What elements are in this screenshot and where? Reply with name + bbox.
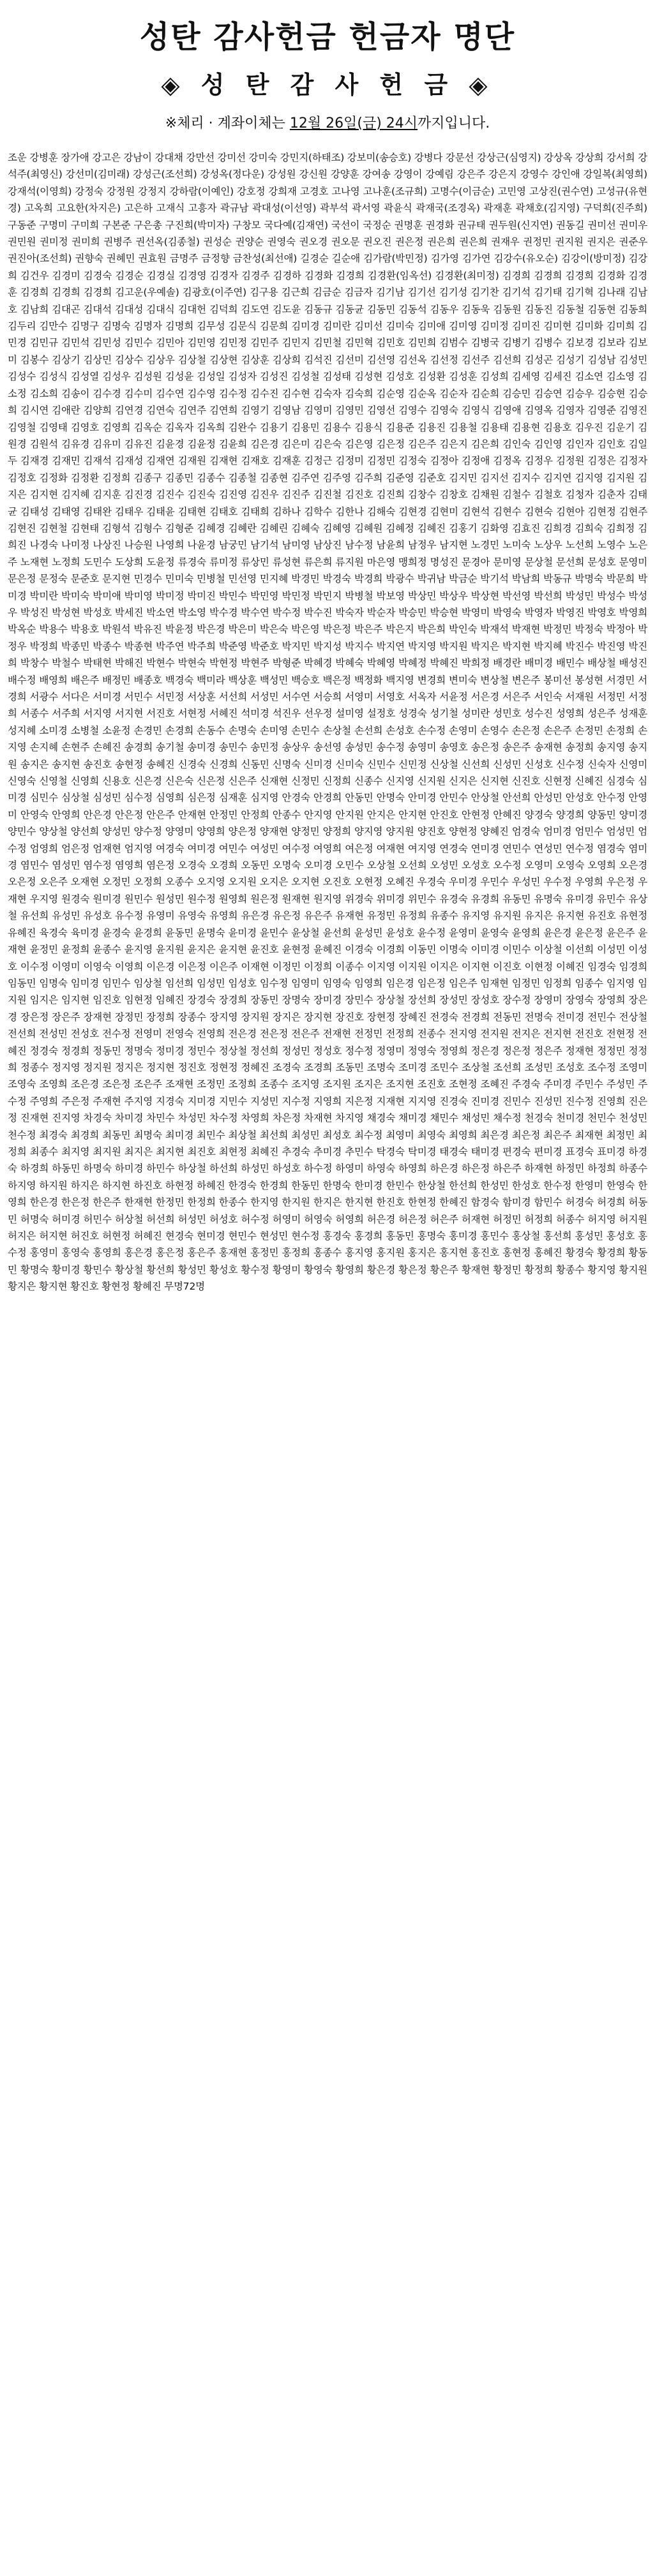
section-heading: ◈ 성 탄 감 사 헌 금 ◈ [161, 71, 494, 99]
donor-names-list [8, 149, 647, 1295]
donor-names-block: 배경란 배미경 배민수 배상철 배성진 배수정 배영희 배은주 배정민 배종호 백경숙 백미라 백상훈 백성민 백승호 백은정 백정화 백지영 변경희 변미숙 변상철 변은주 봉미선 봉성현 서경민 서경희 서광수 서다은 서미경 서민수 서민정 서상훈 서선희 서성민 서수연 서승희 서영미 서영호 서옥자 서윤정 서은경 서은주 서인숙 서재원 서정민 서정희 서종수 서주희 서지영 서지현 서진호 서현정 서혜진 석미경 석진우 선우정 설미영 설정호 성경숙 성기철 성미란 성민호 성수진 성영희 성은주 성재훈 성지혜 소미경 소병철 소윤정 손경민 손경희 손동수 손명숙 손미영 손민수 손상철 손선희 손성호 손수정 손영미 손영수 손은정 손은주 손정민 손정희 손지영 손지혜 손현주 손혜진 송경희 송기철 송미경 송민수 송민정 송상우 송선영 송성민 송수정 송영미 송영호 송은정 송은주 송재현 송정희 송지영 송지원 송지은 송지현 송진호 송현정 송혜진 신경숙 신경희 신동민 신명숙 신미경 신미숙 신민수 신민정 신상철 신선희 신성민 신성호 신수정 신숙자 신영미 신영숙 신영철 신영희 신용호 신은경 신은숙 신은정 신은주 신재현 신정민 신정희 신종수 신지영 신지원 신지은 신지현 신진호 신현정 신혜진 심경숙 심미경 심민수 심상철 심성민 심수정 심영희 심은정 심재훈 심지영 [8, 657, 647, 804]
donor-names-block: 이경숙 이경희 이동민 이명숙 이미경 이민수 이상철 이선희 이성민 이성호 이수정 이영미 이영숙 이영희 이은경 이은정 이은주 이재현 이정민 이정희 이종수 이지영 이지원 이지은 이지현 이진호 이현정 이혜진 임경숙 임경희 임동민 임명숙 임미경 임민수 임상철 임선희 임성민 임성호 임수정 임영미 임영숙 임영희 임은경 임은정 임은주 임재현 임정민 임정희 임종수 임지영 임지원 임지은 임지현 임진호 임현정 임혜진 장경숙 장경희 장동민 장명숙 장미경 장민수 장상철 장선희 장성민 장성호 장수정 장영미 장영숙 장영희 장은경 장은정 장은주 장재현 장정민 장정희 장종수 장지영 장지원 장지은 장지현 장진호 장현정 장혜진 전경숙 전경희 전동민 전명숙 전미경 전민수 전상철 전선희 전성민 전성호 전수정 전영미 전영숙 전영희 전은경 전은정 전은주 전재현 전정민 전정희 전종수 전지영 전지원 전지은 전지현 전진호 전현정 전혜진 정경숙 정경희 정동민 정명숙 정미경 정민수 정상철 정선희 정성민 정성호 정수정 정영미 정영숙 정영희 정은경 정은정 정은주 정재현 정정민 정정희 정종수 정지영 정지원 정지은 정지현 정진호 정현정 정혜진 [8, 944, 647, 1073]
donor-names-block: 안경숙 안경희 안동민 안명숙 안미경 안민수 안상철 안선희 안성민 안성호 안수정 안영미 안영숙 안영희 안은경 안은정 안은주 안재현 안정민 안정희 안종수 안지영 안지원 안지은 안지현 안진호 안현정 안혜진 양경숙 양경희 양동민 양미경 양민수 양상철 양선희 양성민 양수정 양영미 양영희 양은정 양재현 양정민 양정희 양지영 양지원 양진호 양현정 양혜진 엄경숙 엄미경 엄민수 엄성민 엄수정 엄영희 엄은정 엄재현 엄지영 여경숙 여미경 여민수 여성민 여수정 여영희 여은정 여재현 여지영 연경숙 연미경 연민수 연성민 연수정 염경숙 염미경 염민수 염성민 염수정 염영희 염은정 오경숙 오경희 오동민 오명숙 오미경 오민수 오상철 오선희 오성민 오성호 오수정 오영미 오영숙 오영희 오은경 오은정 오은주 오재현 오정민 오정희 오종수 오지영 오지원 오지은 오지현 오진호 오현정 오혜진 우경숙 우미경 우민수 우성민 우수정 우영희 우은정 우재현 우지영 원경숙 원미경 원민수 원성민 원수정 원영희 원은정 원재현 원지영 위경숙 위미경 위민수 유경숙 유경희 유동민 유명숙 유미경 유민수 유상철 유선희 유성민 유성호 유수정 유영미 유영숙 유영희 유은경 유은정 유은주 유재현 유정민 유정희 유종수 유지영 유지원 유지은 유지현 유진호 유현정 유혜진 육경숙 육미경 윤경숙 윤경희 윤동민 윤명숙 윤미경 윤민수 윤상철 윤선희 윤성민 윤성호 윤수정 윤영미 윤영숙 윤영희 윤은경 윤은정 윤은주 윤재현 윤정민 윤정희 윤종수 윤지영 윤지원 윤지은 윤지현 윤진호 윤현정 윤혜진 [8, 792, 647, 956]
donor-names-block: 조경숙 조경희 조동민 조명숙 조미경 조민수 조상철 조선희 조성민 조성호 조수정 조영미 조영숙 조영희 조은경 조은정 조은주 조재현 조정민 조정희 조종수 조지영 조지원 조지은 조지현 조진호 조현정 조혜진 주경숙 주미경 주민수 주성민 주수정 주영희 주은정 주재현 주지영 지경숙 지미경 지민수 지성민 지수정 지영희 지은정 지재현 지지영 진경숙 진미경 진민수 진성민 진수정 진영희 진은정 진재현 진지영 차경숙 차미경 차민수 차성민 차수정 차영희 차은정 차재현 차지영 채경숙 채미경 채민수 채성민 채수정 천경숙 천미경 천민수 천성민 천수정 최경숙 최경희 최동민 최명숙 최미경 최민수 최상철 최선희 최성민 최성호 최수정 최영미 최영숙 최영희 최은경 최은정 최은주 최재현 최정민 최정희 최종수 최지영 최지원 최지은 최지현 최진호 최현정 최혜진 추경숙 추미경 추민수 탁경숙 탁미경 태경숙 태미경 편경숙 편미경 표경숙 표미경 하경숙 하경희 하동민 하명숙 하미경 하민수 하상철 하선희 하성민 하성호 하수정 하영미 하영숙 하영희 하은경 하은정 하은주 하재현 하정민 하정희 하종수 하지영 하지원 하지은 하지현 하진호 하현정 하혜진 한경숙 한경희 한동민 한명숙 한미경 한민수 한상철 한선희 한성민 한성호 한수정 한영미 한영숙 한영희 한은경 한은정 한은주 한재현 한정민 한정희 한종수 한지영 한지원 한지은 한지현 한진호 한현정 한혜진 [8, 1061, 648, 1209]
donor-names-block: 김경환(임옥선) 김경환(최미정) 김경희 김경희 김경희 김경화 김경훈 김경희 김경희 김경희 김고운(우예솔) 김광호(이주연) 김구용 김근희 김금순 김금자 김기남 김기선 김기성 김기찬 김기석 김기태 김기혁 김나래 김남호 김남희 김대곤 김대석 김대성 김대식 김대헌 김덕희 김도연 김도윤 김동규 김동균 김동민 김동석 김동우 김동욱 김동원 김동진 김동철 김동현 김동희 김두리 김만수 김명구 김명숙 김명자 김명희 김무성 김문식 김문희 김미경 김미란 김미선 김미숙 김미애 김미영 김미정 김미진 김미현 김미화 김미희 김민경 김민규 김민석 김민성 김민수 김민아 김민영 김민정 김민주 김민지 김민철 김민혁 김민호 김민희 김범수 김병국 김병기 김병수 김보경 김보라 김보미 김봉수 김상기 김상민 김상수 김상우 김상철 김상현 김상훈 김상희 김석진 김선미 김선영 김선옥 김선정 김선주 김선희 김성곤 김성기 김성남 김성민 김성수 김성식 김성열 김성우 김성원 김성윤 김성일 김성자 김성진 김성철 김성태 김성현 김성호 김성환 김성훈 김성희 김세영 김세진 김소연 김소영 김소정 김소희 김송이 김수경 김수미 김수연 김수영 김수정 김수진 김수현 김숙자 김숙희 김순영 김순옥 김순자 김순희 김승민 김승연 김승우 김승현 김승희 김시연 김애란 김양희 김연경 김연숙 김연주 김연희 김영기 김영남 김영미 김영민 김영선 김영수 김영숙 김영식 김영애 김영옥 김영자 김영준 김영진 김영철 김영태 김영호 김영희 김옥순 김옥자 김옥희 김완수 김용기 김용민 김용수 김용식 김용준 김용진 김용철 김용태 김용현 김용호 김우진 김운기 김원경 김원석 김유경 김유미 김유진 김윤경 김윤정 김윤희 김은경 김은미 김은숙 김은영 김은정 김은주 김은지 김은희 김인숙 김인영 김인자 김인호 김일두 김재경 김재민 김재석 김재성 김재연 김재원 김재현 김재호 김재훈 김정근 김정미 김정민 김정숙 김정아 김정애 김정옥 김정우 김정원 김정은 김정자 김정호 김정화 김정환 김정희 김종구 김종민 김종수 김종철 김종현 김주연 김주영 김주희 김준영 김준호 김지민 김지선 김지수 김지연 김지영 김지원 김지은 김지현 김지혜 김지훈 김진경 김진수 김진숙 김진영 김진우 김진주 김진철 김진호 김진희 김창수 김창호 김채원 김철수 김철호 김청자 김춘자 김태균 김태성 김태영 김태완 김태우 김태윤 김태현 김태호 김태희 김하나 김학수 김한나 김해숙 김현경 김현미 김현석 김현수 김현숙 김현아 김현정 김현주 김현진 김현철 김현태 김형석 김형수 김형준 김혜경 김혜란 김혜린 김혜숙 김혜영 김혜원 김혜정 김혜진 김홍기 김화영 김효진 김희경 김희숙 김희정 김희진 [8, 269, 647, 551]
deadline-note-suffix: 까지입니다. [418, 115, 490, 131]
page-title: 성탄 감사헌금 헌금자 명단 [139, 19, 516, 55]
deadline-note [8, 114, 647, 134]
deadline-date: 12월 26일(금) 24시 [289, 115, 418, 131]
donor-names-block: 나경숙 나미정 나상진 나승원 나영희 나윤경 남궁민 남기석 남미영 남상진 남수정 남윤희 남정우 남지현 노경민 노미숙 노상우 노선희 노영수 노은주 노재현 노정희 도민수 도상희 도윤정 류경숙 류미정 류상민 류성현 류은희 류지원 마은영 맹희정 명성진 문경아 문미영 문상철 문선희 문성호 문영미 문은정 문정숙 문준호 문지현 민경수 민미숙 민병철 민선영 민지혜 박경민 박경숙 박경희 박광수 박귀남 박금순 박기석 박남희 박동규 박명숙 박문희 박미경 박미란 박미숙 박미애 박미영 박미정 박미진 박민수 박민영 박민정 박민지 박병철 박보영 박상민 박상우 박상현 박선영 박선희 박성민 박성수 박성우 박성진 박성현 박성호 박세진 박소연 박소영 박수경 박수연 박수정 박수진 박숙자 박순자 박승민 박승현 박영미 박영숙 박영자 박영진 박영호 박영희 박옥순 박용수 박용호 박원석 박유진 박윤정 박은경 박은미 박은숙 박은영 박은정 박은주 박은지 박은희 박인숙 박재석 박재현 박정민 박정숙 박정아 박정우 박정희 박종민 박종수 박종현 박주연 박주희 박준영 박준호 박지민 박지성 박지수 박지연 박지영 박지원 박지은 박지현 박지혜 박진수 박진영 박진희 박창수 박철수 박태현 박해진 박현수 박현숙 박현정 박현주 박형준 박혜경 박혜숙 박혜영 박혜정 박혜진 박희정 [8, 539, 647, 669]
deadline-note-prefix: ※체리 · 계좌이체는 [165, 115, 290, 131]
donor-names-block: 조운 강병훈 장가애 강고은 강남이 강대채 강만선 강미선 강미숙 강민지(하태조) 강보미(송승호) 강병다 강문선 강상근(심영지) 강상옥 강상희 강서희 강석주(최영신) 강선미(김미래) 강성근(조선희) 강성옥(정다운) 강성원 강신원 강양훈 강여송 강영이 강예림 강은주 강은지 강영수 강인애 강일복(최영희) 강재석(이영희) 강정숙 강정원 강정지 강하람(이예인) 강호정 강희재 고경호 고나영 고나훈(조규희) 고명수(이금순) 고민영 고상진(권수연) 고성규(유현경) 고옥희 고요한(차지은) 고은하 고재식 고흥자 곽규남 곽대성(이선영) 곽부석 곽서영 곽윤식 곽재국(조경옥) 곽재훈 곽채호(김지영) 구덕희(진주희) 구동준 구명미 구미희 구본준 구은총 구진희(박미자) 구창모 국다예(김재연) 국선이 국정순 권명훈 권경화 권규태 권두원(신지연) 권동길 권미선 권미우 권민원 권미정 권미희 권병주 권선옥(김종철) 권성순 권양순 권영숙 권오경 권오문 권오진 권은정 권은희 권은희 권재우 권정민 권지원 권지은 권준우 권진아(조선희) 권향숙 권혜민 권효원 금명주 금정향 금찬성(최선애) 길경순 길순애 김가람(박민정) 김가영 김가연 김강수(유오순) 김강이(방미정) 김강희 김건우 김경미 김경숙 김경순 김경실 김경영 김경자 김경주 김경하 김경화 김경희 [8, 152, 647, 281]
donor-names-block: 함경숙 함미경 함민수 허경숙 허경희 허동민 허명숙 허미경 허민수 허상철 허선희 허성민 허성호 허수정 허영미 허영숙 허영희 허은경 허은정 허은주 허재현 허정민 허정희 허종수 허지영 허지원 허지은 허지현 허진호 허현정 허혜진 현경숙 현미경 현민수 현성민 현수정 홍경숙 홍경희 홍동민 홍명숙 홍미경 홍민수 홍상철 홍선희 홍성민 홍성호 홍수정 홍영미 홍영숙 홍영희 홍은경 홍은정 홍은주 홍재현 홍정민 홍정희 홍종수 홍지영 홍지원 홍지은 홍지현 홍진호 홍현정 홍혜진 황경숙 황경희 황동민 황명숙 황미경 황민수 황상철 황선희 황성민 황성호 황수정 황영미 황영숙 황영희 황은경 황은정 황은주 황재현 황정민 황정희 황종수 황지영 황지원 황지은 황지현 황진호 황현정 황혜진 무명72명 [8, 1196, 648, 1293]
